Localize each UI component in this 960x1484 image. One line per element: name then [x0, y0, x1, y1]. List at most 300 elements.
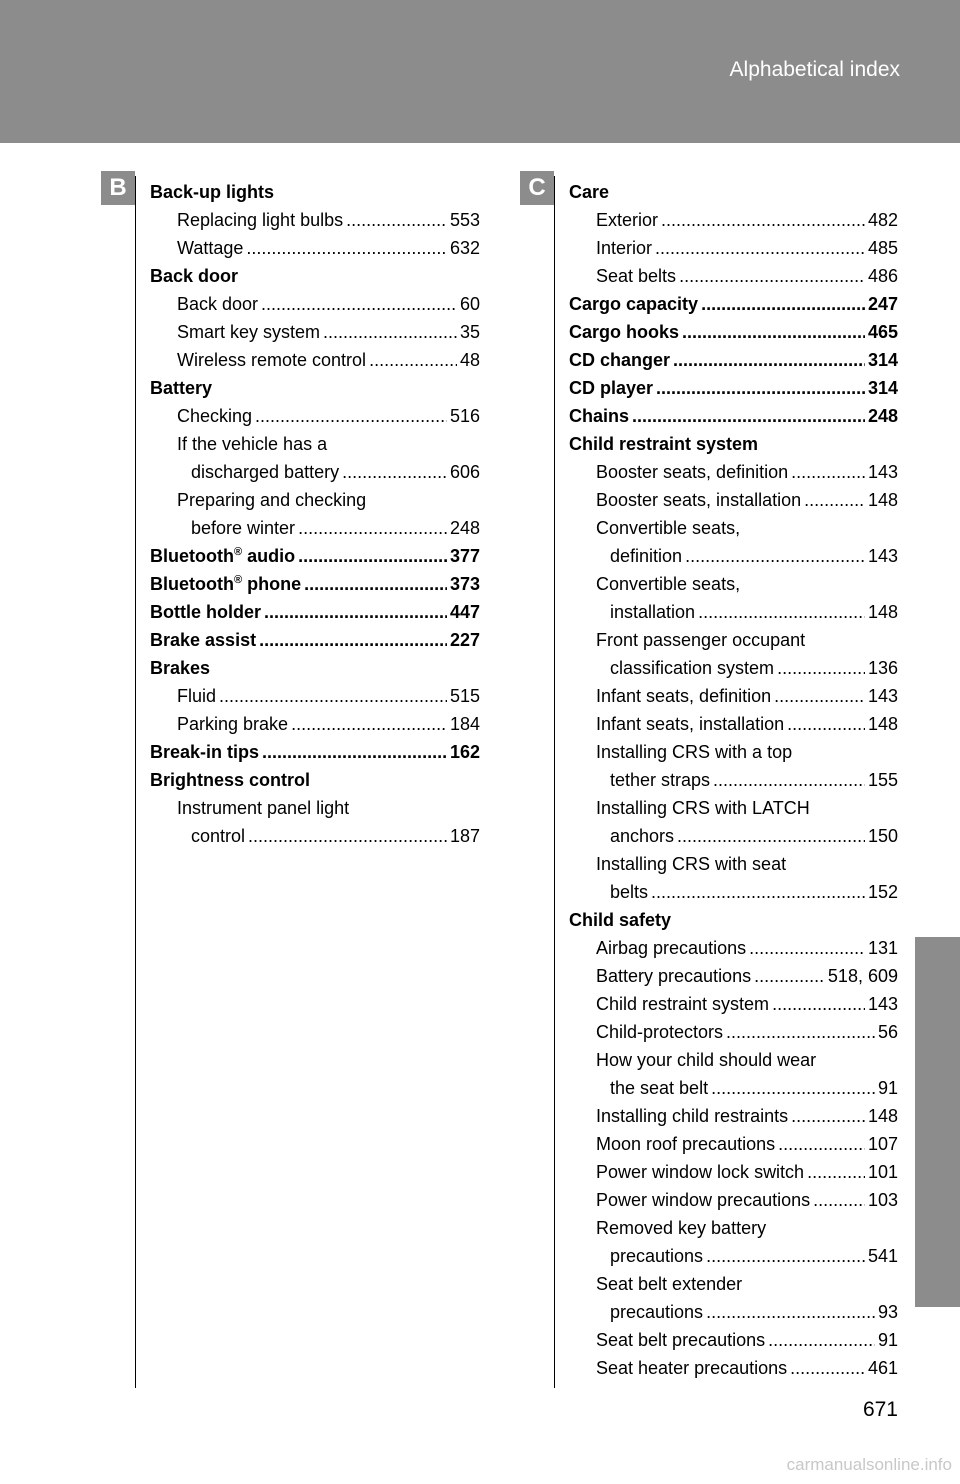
index-entry[interactable] — [569, 962, 898, 990]
index-entry[interactable] — [569, 1074, 898, 1102]
index-entry[interactable] — [569, 542, 898, 570]
entry-page-number[interactable]: 148 — [867, 602, 898, 622]
index-entry[interactable] — [569, 570, 898, 598]
dot-leader — [304, 570, 447, 598]
entry-term — [596, 738, 792, 766]
entry-term-text: Back-up lights — [150, 182, 275, 202]
dot-leader — [656, 374, 865, 402]
entry-term — [596, 514, 740, 542]
entry-term — [150, 542, 295, 570]
index-entry[interactable] — [569, 234, 898, 262]
index-entry[interactable] — [569, 654, 898, 682]
entry-term — [596, 1186, 810, 1214]
entry-term-text: Convertible seats, — [596, 574, 741, 594]
entry-term — [177, 318, 320, 346]
entry-term-text: Installing CRS with seat — [596, 854, 787, 874]
index-entry[interactable] — [569, 1046, 898, 1074]
entry-term — [610, 542, 682, 570]
dot-leader — [246, 234, 447, 262]
entry-page-number[interactable]: 148 — [867, 714, 898, 734]
entry-term-text: Back door — [177, 294, 259, 314]
entry-page-number[interactable]: 247 — [867, 294, 898, 314]
entry-term — [177, 486, 366, 514]
entry-page-number[interactable]: 136 — [867, 658, 898, 678]
entry-term — [569, 402, 629, 430]
entry-term-text: Child restraint system — [596, 994, 770, 1014]
entry-page-number[interactable]: 486 — [867, 266, 898, 286]
entry-term-text: Installing child restraints — [596, 1106, 789, 1126]
dot-leader — [706, 1298, 875, 1326]
entry-term-text: Child-protectors — [596, 1022, 724, 1042]
entry-page-number[interactable]: 632 — [449, 238, 480, 258]
entry-term-text: Bottle holder — [150, 602, 261, 622]
entry-term-text: CD player — [569, 378, 654, 398]
entry-term — [596, 962, 751, 990]
dot-leader — [813, 1186, 865, 1214]
index-entry[interactable] — [569, 402, 898, 430]
index-entry[interactable] — [569, 1102, 898, 1130]
index-entry[interactable] — [150, 458, 480, 486]
index-entry[interactable] — [569, 458, 898, 486]
entry-term-text: precautions — [610, 1246, 704, 1266]
entry-page-number[interactable]: 447 — [449, 602, 480, 622]
entry-term — [177, 794, 349, 822]
index-entry[interactable] — [150, 262, 480, 290]
entry-term — [610, 654, 774, 682]
entry-page-number[interactable]: 56 — [877, 1022, 898, 1042]
entry-term — [610, 822, 674, 850]
entry-term-text: precautions — [610, 1302, 704, 1322]
entry-term-text: Brightness control — [150, 770, 311, 790]
dot-leader — [807, 1158, 865, 1186]
entry-term — [596, 1046, 816, 1074]
entry-term — [596, 934, 746, 962]
entry-page-number[interactable]: 150 — [867, 826, 898, 846]
index-entry[interactable] — [569, 598, 898, 626]
entry-term-text: Front passenger occupant — [596, 630, 806, 650]
entry-page-number[interactable]: 148 — [867, 1106, 898, 1126]
entry-term-text: Checking — [177, 406, 253, 426]
entry-term-text: Airbag precautions — [596, 938, 747, 958]
entry-term — [596, 206, 658, 234]
entry-term-text: Seat belts — [596, 266, 677, 286]
dot-leader — [661, 206, 865, 234]
index-entry[interactable] — [150, 822, 480, 850]
index-entry[interactable] — [150, 234, 480, 262]
entry-page-number[interactable]: 516 — [449, 406, 480, 426]
dot-leader — [677, 822, 865, 850]
dot-leader — [713, 766, 865, 794]
entry-page-number[interactable]: 373 — [449, 574, 480, 594]
dot-leader — [655, 234, 865, 262]
index-entry[interactable] — [150, 598, 480, 626]
entry-term-text: installation — [610, 602, 696, 622]
entry-term-text: Preparing and checking — [177, 490, 367, 510]
entry-term — [596, 1326, 765, 1354]
entry-term-text: Fluid — [177, 686, 217, 706]
index-entry[interactable] — [569, 990, 898, 1018]
entry-term-text: Installing CRS with a top — [596, 742, 793, 762]
entry-page-number[interactable]: 482 — [867, 210, 898, 230]
entry-page-number[interactable]: 248 — [867, 406, 898, 426]
watermark: carmanualsonline.info — [786, 1455, 952, 1474]
entry-page-number[interactable]: 91 — [877, 1330, 898, 1350]
entry-page-number[interactable]: 103 — [867, 1190, 898, 1210]
entry-page-number[interactable]: 553 — [449, 210, 480, 230]
entry-term-text: Chains — [569, 406, 630, 426]
entry-page-number[interactable]: 515 — [449, 686, 480, 706]
entry-term — [177, 234, 243, 262]
entry-page-number[interactable]: 187 — [449, 826, 480, 846]
entry-term-suffix: phone — [242, 574, 302, 594]
index-entry[interactable] — [150, 542, 480, 570]
entry-term — [596, 1354, 787, 1382]
entry-term — [596, 458, 788, 486]
index-entry[interactable] — [150, 794, 480, 822]
entry-page-number[interactable]: 485 — [867, 238, 898, 258]
entry-term-text: anchors — [610, 826, 675, 846]
index-entry[interactable] — [569, 1298, 898, 1326]
index-entry[interactable] — [569, 346, 898, 374]
entry-term — [610, 878, 648, 906]
index-entry[interactable] — [569, 850, 898, 878]
index-entry[interactable] — [150, 570, 480, 598]
chapter-side-tab[interactable] — [915, 937, 960, 1307]
index-entry[interactable] — [569, 430, 898, 458]
index-entry[interactable] — [150, 682, 480, 710]
entry-term-text: Infant seats, installation — [596, 714, 785, 734]
entry-page-number[interactable]: 248 — [449, 518, 480, 538]
index-entry[interactable] — [569, 1158, 898, 1186]
index-column-b — [150, 178, 480, 850]
entry-page-number[interactable]: 184 — [449, 714, 480, 734]
entry-page-number[interactable]: 377 — [449, 546, 480, 566]
entry-term-text: tether straps — [610, 770, 711, 790]
entry-term-text: How your child should wear — [596, 1050, 817, 1070]
entry-page-number[interactable]: 143 — [867, 546, 898, 566]
entry-page-number[interactable]: 606 — [449, 462, 480, 482]
entry-term-text: Battery — [150, 378, 213, 398]
entry-term — [596, 794, 810, 822]
dot-leader — [248, 822, 447, 850]
entry-page-number[interactable]: 131 — [867, 938, 898, 958]
entry-page-number[interactable]: 35 — [459, 322, 480, 342]
entry-term-text: Cargo hooks — [569, 322, 680, 342]
index-entry[interactable] — [569, 626, 898, 654]
page-number: 671 — [862, 1398, 898, 1421]
index-entry[interactable] — [150, 346, 480, 374]
dot-leader — [685, 542, 865, 570]
entry-page-number[interactable]: 143 — [867, 994, 898, 1014]
index-entry[interactable] — [569, 878, 898, 906]
entry-term-suffix: audio — [242, 546, 296, 566]
registered-mark: ® — [233, 546, 243, 558]
dot-leader — [682, 318, 865, 346]
index-entry[interactable] — [569, 1018, 898, 1046]
entry-term — [596, 234, 652, 262]
entry-term-text: If the vehicle has a — [177, 434, 328, 454]
dot-leader — [264, 598, 447, 626]
entry-term — [596, 262, 676, 290]
dot-leader — [791, 458, 865, 486]
entry-term — [596, 682, 771, 710]
entry-term — [610, 766, 710, 794]
dot-leader — [261, 290, 457, 318]
entry-term — [177, 710, 288, 738]
entry-term-text: before winter — [191, 518, 296, 538]
entry-term — [150, 654, 210, 682]
entry-term-text: classification system — [610, 658, 775, 678]
entry-term-text: Smart key system — [177, 322, 321, 342]
entry-term — [596, 570, 740, 598]
entry-term — [177, 206, 343, 234]
entry-term — [191, 822, 245, 850]
entry-term-text: Child restraint system — [569, 434, 759, 454]
index-entry[interactable] — [569, 710, 898, 738]
entry-term — [177, 346, 366, 374]
entry-term-text: Power window precautions — [596, 1190, 811, 1210]
entry-page-number[interactable]: 143 — [867, 462, 898, 482]
entry-term-text: Break-in tips — [150, 742, 260, 762]
entry-term-text: control — [191, 826, 246, 846]
entry-page-number[interactable]: 148 — [867, 490, 898, 510]
registered-mark: ® — [233, 574, 243, 586]
entry-term — [596, 486, 801, 514]
index-entry[interactable] — [569, 1214, 898, 1242]
index-entry[interactable] — [569, 794, 898, 822]
entry-term-text: Seat belt extender — [596, 1274, 743, 1294]
entry-term — [150, 262, 238, 290]
dot-leader — [701, 290, 865, 318]
index-entry[interactable] — [569, 766, 898, 794]
entry-term — [177, 290, 258, 318]
entry-term-text: Brakes — [150, 658, 211, 678]
index-entry[interactable] — [569, 1354, 898, 1382]
index-entry[interactable] — [569, 486, 898, 514]
entry-term-text: Wattage — [177, 238, 244, 258]
entry-term-text: Infant seats, definition — [596, 686, 772, 706]
dot-leader — [790, 1354, 865, 1382]
entry-page-number[interactable]: 461 — [867, 1358, 898, 1378]
index-entry[interactable] — [569, 318, 898, 346]
entry-term-text: Booster seats, installation — [596, 490, 802, 510]
entry-term-text: Back door — [150, 266, 239, 286]
entry-term — [191, 514, 295, 542]
index-entry[interactable] — [569, 934, 898, 962]
page-header — [0, 0, 960, 143]
entry-term-text: Instrument panel light — [177, 798, 350, 818]
entry-term — [150, 374, 212, 402]
column-divider-left — [135, 176, 136, 1388]
index-entry[interactable] — [569, 682, 898, 710]
index-entry[interactable] — [150, 710, 480, 738]
entry-term-text: CD changer — [569, 350, 671, 370]
index-entry[interactable] — [569, 1186, 898, 1214]
entry-page-number[interactable]: 152 — [867, 882, 898, 902]
entry-term-text: Interior — [596, 238, 653, 258]
index-entry[interactable] — [150, 290, 480, 318]
dot-leader — [342, 458, 447, 486]
header-title: Alphabetical index — [729, 58, 900, 81]
entry-term — [150, 738, 259, 766]
entry-term — [596, 1158, 804, 1186]
entry-page-number[interactable]: 155 — [867, 770, 898, 790]
entry-term-text: the seat belt — [610, 1078, 709, 1098]
index-entry[interactable] — [569, 1242, 898, 1270]
dot-leader — [219, 682, 447, 710]
dot-leader — [346, 206, 447, 234]
dot-leader — [298, 542, 447, 570]
index-entry[interactable] — [569, 738, 898, 766]
index-entry[interactable] — [569, 822, 898, 850]
dot-leader — [323, 318, 457, 346]
entry-term-text: Battery precautions — [596, 966, 752, 986]
index-entry[interactable] — [569, 1270, 898, 1298]
entry-term — [596, 1130, 775, 1158]
entry-term-text: Parking brake — [177, 714, 289, 734]
dot-leader — [651, 878, 865, 906]
index-entry[interactable] — [150, 486, 480, 514]
entry-page-number[interactable]: 314 — [867, 350, 898, 370]
entry-term-text: Seat belt precautions — [596, 1330, 766, 1350]
entry-page-number[interactable]: 48 — [459, 350, 480, 370]
index-entry[interactable] — [569, 906, 898, 934]
index-entry[interactable] — [569, 262, 898, 290]
entry-term-text: Moon roof precautions — [596, 1134, 776, 1154]
index-entry[interactable] — [150, 318, 480, 346]
entry-page-number[interactable]: 518, 609 — [827, 966, 898, 986]
section-letter-b: B — [101, 171, 135, 205]
index-entry[interactable] — [150, 374, 480, 402]
index-entry[interactable] — [150, 514, 480, 542]
entry-term-text: Booster seats, definition — [596, 462, 789, 482]
index-entry[interactable] — [150, 738, 480, 766]
dot-leader — [774, 682, 865, 710]
entry-term-text: Care — [569, 182, 610, 202]
entry-term — [177, 402, 252, 430]
dot-leader — [673, 346, 865, 374]
section-letter-c: C — [520, 171, 554, 205]
entry-term — [150, 626, 256, 654]
dot-leader — [749, 934, 865, 962]
entry-page-number[interactable]: 91 — [877, 1078, 898, 1098]
index-entry[interactable] — [569, 1130, 898, 1158]
entry-page-number[interactable]: 541 — [867, 1246, 898, 1266]
dot-leader — [754, 962, 825, 990]
entry-term — [610, 1242, 703, 1270]
index-entry[interactable] — [569, 514, 898, 542]
entry-term — [177, 682, 216, 710]
entry-term — [596, 990, 769, 1018]
dot-leader — [778, 1130, 865, 1158]
index-entry[interactable] — [569, 206, 898, 234]
entry-term — [569, 318, 679, 346]
entry-term-text: Brake assist — [150, 630, 257, 650]
entry-term-text: Bluetooth — [150, 546, 234, 566]
entry-term — [610, 1298, 703, 1326]
index-entry[interactable] — [150, 430, 480, 458]
entry-term — [177, 430, 327, 458]
index-entry[interactable] — [569, 1326, 898, 1354]
dot-leader — [772, 990, 865, 1018]
entry-term-text: Removed key battery — [596, 1218, 767, 1238]
entry-page-number[interactable]: 143 — [867, 686, 898, 706]
entry-term — [596, 1018, 723, 1046]
index-entry[interactable] — [150, 766, 480, 794]
dot-leader — [706, 1242, 865, 1270]
entry-term-text: Child safety — [569, 910, 672, 930]
entry-term — [610, 1074, 708, 1102]
entry-term — [191, 458, 339, 486]
entry-page-number[interactable]: 93 — [877, 1302, 898, 1322]
entry-term — [569, 346, 670, 374]
entry-page-number[interactable]: 465 — [867, 322, 898, 342]
entry-term — [150, 178, 274, 206]
index-entry[interactable] — [150, 206, 480, 234]
dot-leader — [711, 1074, 875, 1102]
dot-leader — [679, 262, 865, 290]
index-entry[interactable] — [150, 626, 480, 654]
dot-leader — [768, 1326, 875, 1354]
entry-term — [569, 290, 698, 318]
entry-term-text: belts — [610, 882, 649, 902]
entry-term-text: Wireless remote control — [177, 350, 367, 370]
entry-term-text: Installing CRS with LATCH — [596, 798, 810, 818]
index-entry[interactable] — [569, 178, 898, 206]
entry-term-text: Power window lock switch — [596, 1162, 805, 1182]
dot-leader — [298, 514, 447, 542]
entry-page-number[interactable]: 60 — [459, 294, 480, 314]
entry-term — [596, 1214, 766, 1242]
dot-leader — [726, 1018, 875, 1046]
index-entry[interactable] — [569, 290, 898, 318]
entry-term — [569, 906, 671, 934]
dot-leader — [791, 1102, 865, 1130]
entry-term-text: Seat heater precautions — [596, 1358, 788, 1378]
dot-leader — [698, 598, 865, 626]
column-divider-middle — [554, 176, 555, 1388]
entry-page-number[interactable]: 162 — [449, 742, 480, 762]
dot-leader — [291, 710, 447, 738]
entry-page-number[interactable]: 107 — [867, 1134, 898, 1154]
entry-term-text: Convertible seats, — [596, 518, 741, 538]
entry-term — [610, 598, 695, 626]
index-entry[interactable] — [150, 402, 480, 430]
dot-leader — [787, 710, 865, 738]
dot-leader — [262, 738, 447, 766]
entry-page-number[interactable]: 227 — [449, 630, 480, 650]
dot-leader — [369, 346, 457, 374]
entry-term — [596, 710, 784, 738]
dot-leader — [255, 402, 447, 430]
entry-term — [596, 1270, 742, 1298]
entry-term — [596, 626, 805, 654]
entry-term — [596, 1102, 788, 1130]
entry-term-text: Exterior — [596, 210, 659, 230]
entry-term — [150, 766, 310, 794]
entry-term — [150, 598, 261, 626]
entry-term — [569, 178, 609, 206]
entry-term-text: Bluetooth — [150, 574, 234, 594]
entry-term — [569, 430, 758, 458]
entry-page-number[interactable]: 101 — [867, 1162, 898, 1182]
entry-page-number[interactable]: 314 — [867, 378, 898, 398]
entry-term — [150, 570, 301, 598]
index-entry[interactable] — [150, 178, 480, 206]
entry-term-text: Replacing light bulbs — [177, 210, 344, 230]
index-entry[interactable] — [150, 654, 480, 682]
index-entry[interactable] — [569, 374, 898, 402]
